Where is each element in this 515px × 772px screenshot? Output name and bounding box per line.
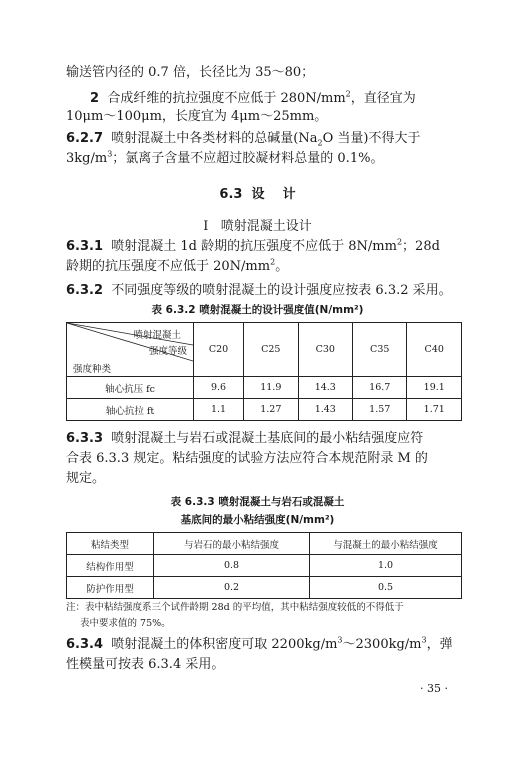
row-label: 轴心抗拉 ft [67, 399, 194, 421]
clause-6-3-3-line-2 [66, 450, 466, 468]
page-number: · 35 · [420, 682, 448, 695]
clause-number: 6.3.1 [66, 239, 104, 254]
table-6-3-3-caption-line-1: 表 6.3.3 喷射混凝土与岩石或混凝土 [170, 496, 345, 508]
row-label: 轴心抗压 fc [67, 377, 194, 399]
table-note [66, 600, 466, 632]
superscript: 3 [337, 635, 343, 645]
table-cell: 1.71 [407, 399, 462, 421]
clause-number: 6.3.3 [66, 431, 104, 446]
text-segment: 龄期的抗压强度不应低于 20N/mm [66, 259, 271, 274]
table-cell: 19.1 [407, 377, 462, 399]
table-header-diagonal [67, 323, 194, 377]
table-cell: 0.2 [154, 577, 310, 599]
table-header-cell: 与岩石的最小粘结强度 [154, 533, 310, 555]
table-cell: 1.27 [244, 399, 298, 421]
table-header-cell: C35 [353, 323, 407, 377]
subsection-number: Ⅰ [203, 219, 209, 234]
table-row [67, 577, 462, 599]
table-cell: 0.8 [154, 555, 310, 577]
clause-6-3-4-line-1 [66, 636, 466, 654]
text-line: 输送管内径的 0.7 倍，长径比为 35～80； [66, 65, 315, 80]
text-segment: 。 [275, 259, 289, 274]
superscript: 3 [107, 149, 113, 159]
table-6-3-3 [66, 532, 462, 599]
text-segment: 喷射混凝土中各类材料的总碱量(Na [111, 131, 318, 146]
row-label: 结构作用型 [67, 555, 154, 577]
item-number: 2 [90, 91, 100, 106]
clause-6-2-7-line-2 [66, 150, 466, 168]
section-heading: 6.3 设 计 [219, 187, 296, 202]
text-segment: 合成纤维的抗拉强度不应低于 280N/mm [107, 91, 346, 106]
header-label: 强度等级 [148, 346, 187, 357]
table-header-cell: 与混凝土的最小粘结强度 [310, 533, 462, 555]
text-segment: 不同强度等级的喷射混凝土的设计强度应按表 6.3.2 采用。 [111, 283, 452, 298]
text-line: 合表 6.3.3 规定。粘结强度的试验方法应符合本规范附录 M 的 [66, 451, 428, 466]
table-6-3-2-caption: 表 6.3.2 喷射混凝土的设计强度值(N/mm²) [151, 304, 364, 316]
table-header-cell: C40 [407, 323, 462, 377]
subscript: 2 [317, 138, 323, 148]
table-header-cell: C25 [244, 323, 298, 377]
table-row [67, 555, 462, 577]
table-header-cell: C20 [194, 323, 244, 377]
text-segment: 喷射混凝土 1d 龄期的抗压强度不应低于 8N/mm [111, 239, 397, 254]
text-line: 性模量可按表 6.3.4 采用。 [66, 657, 225, 672]
clause-6-3-3-line-1 [66, 430, 466, 448]
text-segment: 喷射混凝土与岩石或混凝土基底间的最小粘结强度应符 [111, 431, 424, 446]
row-label: 防护作用型 [67, 577, 154, 599]
table-cell: 1.1 [194, 399, 244, 421]
header-label: 喷射混凝土 [133, 330, 181, 341]
note-line: 表中要求值的 75%。 [80, 618, 171, 629]
text-segment: ，弹 [426, 637, 453, 652]
superscript: 2 [270, 257, 276, 267]
clause-6-3-1-line-2 [66, 258, 466, 276]
table-header-cell: C30 [298, 323, 352, 377]
clause-6-2-7-line-1 [66, 130, 466, 148]
clause-6-3-1-line-1 [66, 238, 466, 256]
table-cell: 0.5 [310, 577, 462, 599]
subsection-title: 喷射混凝土设计 [220, 219, 312, 234]
text-segment: ；28d [402, 239, 440, 254]
table-cell: 11.9 [244, 377, 298, 399]
clause-6-3-2 [66, 282, 466, 300]
table-header-cell: 粘结类型 [67, 533, 154, 555]
table-row [67, 377, 462, 399]
text-segment: 喷射混凝土的体积密度可取 2200kg/m [111, 637, 338, 652]
text-segment: ，直径宜为 [350, 91, 416, 106]
superscript: 3 [421, 635, 427, 645]
table-cell: 14.3 [298, 377, 352, 399]
table-cell: 9.6 [194, 377, 244, 399]
text-segment: ；氯离子含量不应超过胶凝材料总量的 0.1%。 [112, 151, 384, 166]
table-cell: 1.43 [298, 399, 352, 421]
paragraph-continuation [66, 64, 466, 82]
text-segment: O 当量)不得大于 [322, 131, 421, 146]
text-segment: 3kg/m [66, 151, 108, 166]
superscript: 2 [345, 89, 351, 99]
clause-number: 6.2.7 [66, 131, 104, 146]
text-line: 10μm～100μm，长度宜为 4μm～25mm。 [66, 109, 328, 124]
table-cell: 16.7 [353, 377, 407, 399]
table-6-3-3-caption-line-2: 基底间的最小粘结强度(N/mm²) [180, 514, 335, 526]
header-label: 强度种类 [73, 364, 112, 375]
text-segment: ～2300kg/m [342, 637, 422, 652]
note-line: 注：表中粘结强度系三个试件龄期 28d 的平均值，其中粘结强度较低的不得低于 [66, 602, 404, 613]
clause-6-3-4-line-2 [66, 656, 466, 674]
clause-number: 6.3.4 [66, 637, 104, 652]
table-6-3-2 [66, 322, 462, 421]
table-row [67, 399, 462, 421]
table-cell: 1.0 [310, 555, 462, 577]
item-2-line-1 [90, 90, 466, 108]
table-cell: 1.57 [353, 399, 407, 421]
clause-6-3-3-line-3 [66, 470, 466, 488]
text-line: 规定。 [66, 471, 106, 486]
subsection-heading [0, 218, 515, 236]
item-2-line-2 [66, 108, 466, 126]
superscript: 2 [396, 237, 403, 247]
clause-number: 6.3.2 [66, 283, 104, 298]
